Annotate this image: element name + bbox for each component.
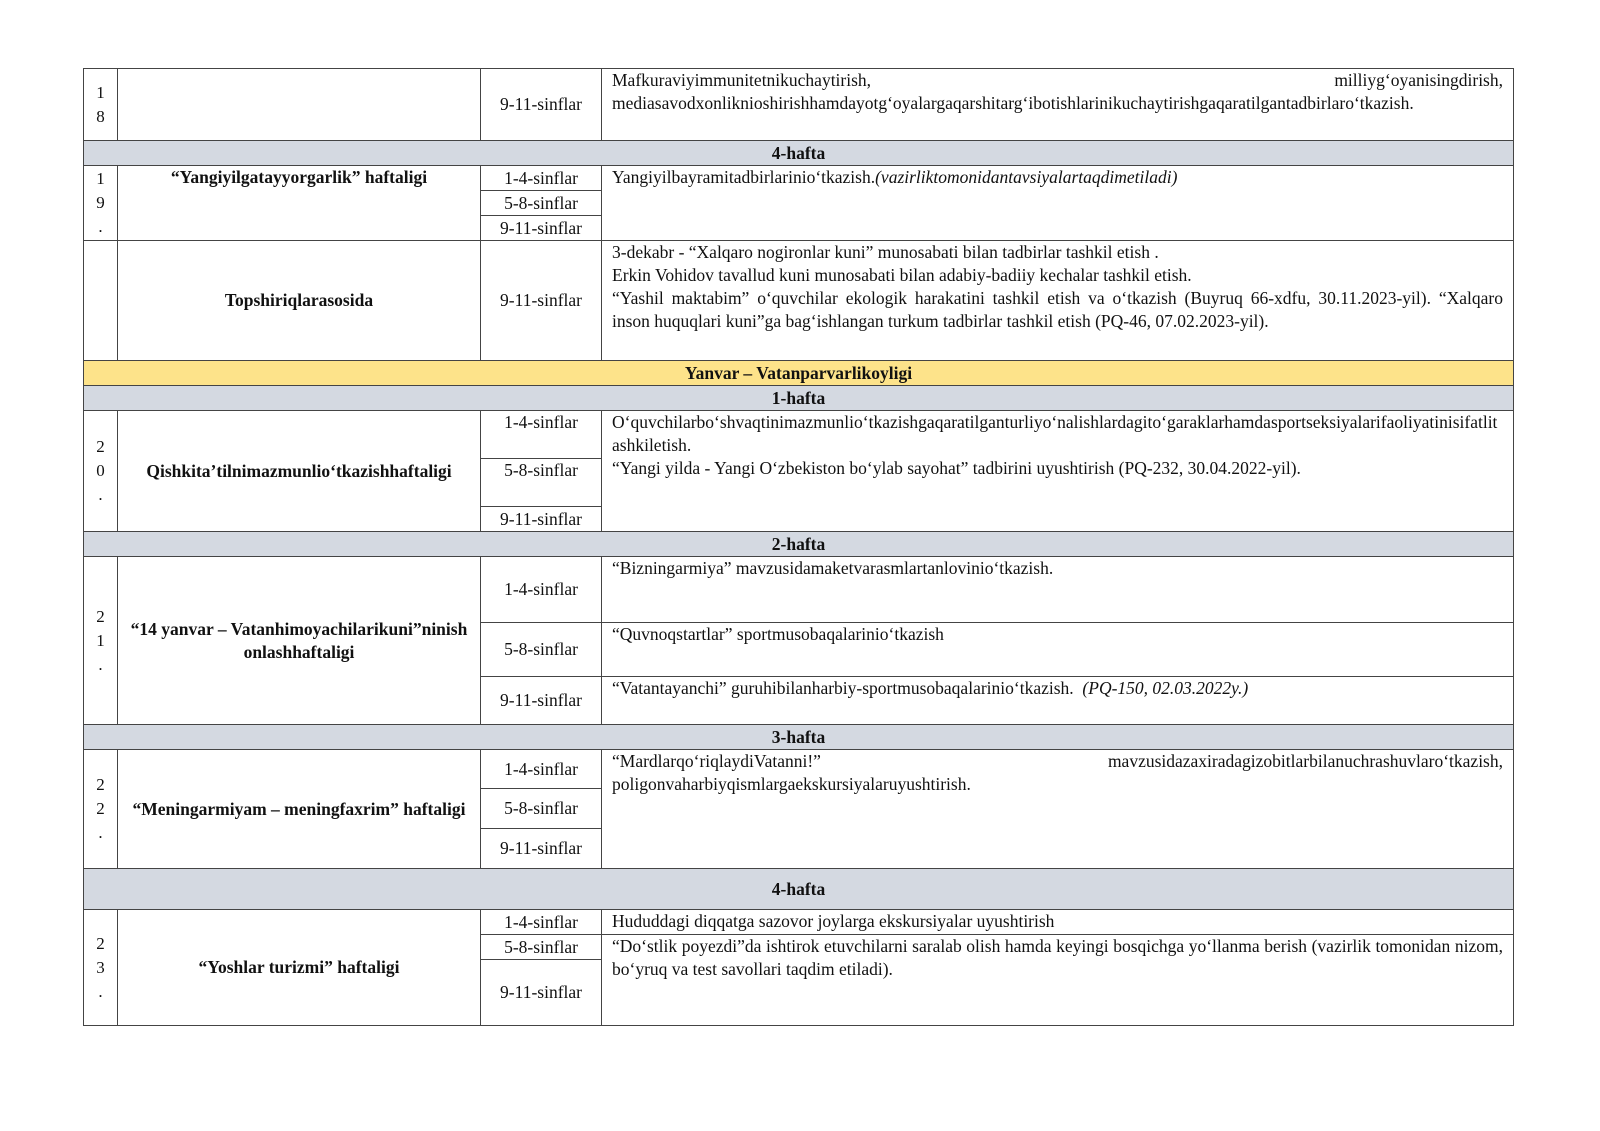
activity-description: “Vatantayanchi” guruhibilanharbiy-sportmusobaqalarinio‘tkazish. (PQ-150, 02.03.2022y.) [602,677,1514,725]
grade-label: 9-11-sinflar [481,69,602,141]
week-header: 2-hafta [84,532,1514,557]
grade-label: 9-11-sinflar [481,829,602,869]
row-number: 2 3 . [84,910,118,1026]
table-row [84,910,1514,935]
activity-name [118,69,481,141]
grade-label: 9-11-sinflar [481,216,602,241]
activity-plan-table [83,68,1514,1026]
grade-label: 9-11-sinflar [481,677,602,725]
grade-label: 5-8-sinflar [481,459,602,507]
table-row [84,69,1514,141]
activity-description: “Do‘stlik poyezdi”da ishtirok etuvchilarni saralab olish hamda keyingi bosqichga yo‘llanma berish (vazirlik tomonidan nizom, bo‘yruq va test savollari taqdim etiladi). [602,935,1514,1026]
activity-name: “Yangiyilgatayyorgarlik” haftaligi [118,166,481,241]
row-number: 2 2 . [84,750,118,869]
month-header: Yanvar – Vatanparvarlikoyligi [84,361,1514,386]
activity-description: Mafkuraviyimmunitetnikuchaytirish, milliyg‘oyanisingdirish, mediasavodxonliknioshirishhamdayotg‘oyalargaqarshitarg‘ibotishlarinikuchaytirishgaqaratilgantadbirlaro‘tkazish. [602,69,1514,141]
table-row [84,557,1514,623]
grade-label: 1-4-sinflar [481,166,602,191]
grade-label: 5-8-sinflar [481,623,602,677]
activity-description: O‘quvchilarbo‘shvaqtinimazmunlio‘tkazishgaqaratilganturliyo‘nalishlardagito‘garaklarhamdasportseksiyalarifaoliyatinisifatlitashkiletish. “Yangi yilda - Yangi O‘zbekiston bo‘ylab sayohat” tadbirini uyushtirish (PQ-232, 30.04.2022-yil). [602,411,1514,532]
week-header: 1-hafta [84,386,1514,411]
activity-description: “Bizningarmiya” mavzusidamaketvarasmlartanlovinio‘tkazish. [602,557,1514,623]
grade-label: 9-11-sinflar [481,507,602,532]
row-number: 2 1 . [84,557,118,725]
activity-description: Hududdagi diqqatga sazovor joylarga ekskursiyalar uyushtirish [602,910,1514,935]
grade-label: 1-4-sinflar [481,750,602,789]
activity-name: “Meningarmiyam – meningfaxrim” haftaligi [118,750,481,869]
activity-description: 3-dekabr - “Xalqaro nogironlar kuni” munosabati bilan tadbirlar tashkil etish . Erkin Vohidov tavallud kuni munosabati bilan adabiy-badiiy kechalar tashkil etish. “Yashil maktabim” o‘quvchilar ekologik harakatini tashkil etish va o‘tkazish (Buyruq 66-xdfu, 30.11.2023-yil). “Xalqaro inson huquqlari kuni”ga bag‘ishlangan turkum tadbirlar tashkil etish (PQ-46, 07.02.2023-yil). [602,241,1514,361]
grade-label: 5-8-sinflar [481,935,602,960]
row-number [84,241,118,361]
table-row [84,241,1514,361]
activity-description: Yangiyilbayramitadbirlarinio‘tkazish.(vazirliktomonidantavsiyalartaqdimetiladi) [602,166,1514,241]
activity-name: “14 yanvar – Vatanhimoyachilarikuni”ninishonlashhaftaligi [118,557,481,725]
week-header: 4-hafta [84,141,1514,166]
grade-label: 9-11-sinflar [481,960,602,1026]
row-number: 2 0 . [84,411,118,532]
table-row [84,166,1514,191]
plan-page [83,68,1513,1026]
activity-name: “Yoshlar turizmi” haftaligi [118,910,481,1026]
grade-label: 9-11-sinflar [481,241,602,361]
row-number: 1 9 . [84,166,118,241]
week-header: 4-hafta [84,869,1514,910]
grade-label: 5-8-sinflar [481,191,602,216]
grade-label: 1-4-sinflar [481,557,602,623]
week-header: 3-hafta [84,725,1514,750]
grade-label: 1-4-sinflar [481,411,602,459]
grade-label: 5-8-sinflar [481,789,602,829]
activity-description: “Mardlarqo‘riqlaydiVatanni!” mavzusidazaxiradagizobitlarbilanuchrashuvlaro‘tkazish, poligonvaharbiyqismlargaekskursiyalaruyushtirish. [602,750,1514,869]
activity-description: “Quvnoqstartlar” sportmusobaqalarinio‘tkazish [602,623,1514,677]
table-row [84,750,1514,789]
activity-name: Qishkita’tilnimazmunlio‘tkazishhaftaligi [118,411,481,532]
grade-label: 1-4-sinflar [481,910,602,935]
activity-name: Topshiriqlarasosida [118,241,481,361]
row-number: 1 8 [84,69,118,141]
table-row [84,411,1514,459]
